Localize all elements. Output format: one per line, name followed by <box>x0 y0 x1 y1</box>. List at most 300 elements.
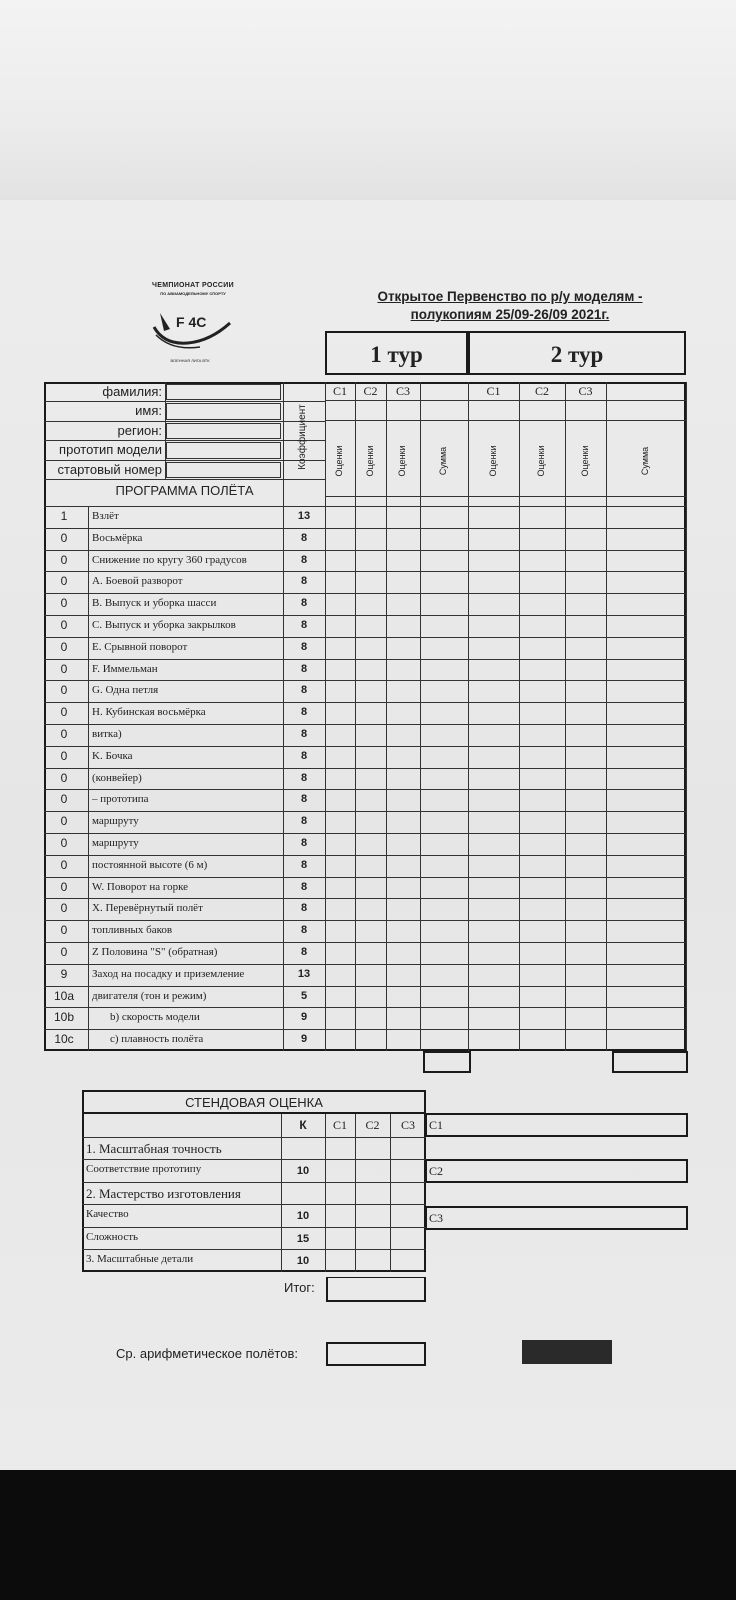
score-cell[interactable] <box>607 507 685 527</box>
static-row-divider <box>82 1227 426 1228</box>
field-label-3: прототип модели <box>59 442 162 458</box>
total-box[interactable] <box>326 1277 426 1302</box>
score-cell[interactable] <box>520 965 564 985</box>
static-col-divider <box>355 1114 356 1272</box>
static-col-divider <box>390 1114 391 1272</box>
score-cell[interactable] <box>520 638 564 658</box>
static-row-divider <box>82 1137 426 1138</box>
score-cell[interactable] <box>421 790 467 810</box>
score-cell[interactable] <box>566 529 605 549</box>
score-cell[interactable] <box>566 507 605 527</box>
score-cell[interactable] <box>607 790 685 810</box>
average-box[interactable] <box>326 1342 426 1366</box>
score-cell[interactable] <box>356 725 385 745</box>
score-cell[interactable] <box>326 660 354 680</box>
program-row-num: 10c <box>54 1032 74 1047</box>
static-judge-header: C3 <box>400 1118 415 1132</box>
score-cell[interactable] <box>607 747 685 767</box>
score-cell[interactable] <box>326 987 354 1007</box>
title-line-1: Открытое Первенство по р/у моделям - <box>377 289 643 304</box>
program-row-coef: 8 <box>300 749 308 762</box>
title-line-2: полукопиям 25/09-26/09 2021г. <box>410 307 610 322</box>
score-cell[interactable] <box>387 551 419 571</box>
static-k-divider <box>281 1114 282 1272</box>
program-row-coef: 8 <box>300 531 308 544</box>
program-row-coef: 8 <box>300 684 308 697</box>
program-row-num: 0 <box>60 705 68 720</box>
score-cell[interactable] <box>356 507 385 527</box>
score-cell[interactable] <box>421 1008 467 1028</box>
score-cell[interactable] <box>387 660 419 680</box>
score-cell[interactable] <box>326 878 354 898</box>
score-cell[interactable] <box>520 899 564 919</box>
score-cell[interactable] <box>387 921 419 941</box>
score-cell[interactable] <box>566 1008 605 1028</box>
program-row-num: 10a <box>53 988 75 1003</box>
score-cell[interactable] <box>520 725 564 745</box>
score-cell[interactable] <box>421 1030 467 1050</box>
score-cell[interactable] <box>326 834 354 854</box>
score-cell[interactable] <box>469 943 518 963</box>
score-cell[interactable] <box>326 921 354 941</box>
score-cell[interactable] <box>356 594 385 614</box>
score-cell[interactable] <box>326 856 354 876</box>
score-cell[interactable] <box>566 878 605 898</box>
col-header-score: Оценки <box>364 445 375 477</box>
score-cell[interactable] <box>607 899 685 919</box>
score-cell[interactable] <box>566 769 605 789</box>
program-row-num: 0 <box>60 596 68 611</box>
program-row-coef: 8 <box>300 728 308 740</box>
score-cell[interactable] <box>566 660 605 680</box>
program-row-name: X. Перевёрнутый полёт <box>92 902 203 915</box>
program-row-num: 0 <box>60 814 68 829</box>
program-row-name: Снижение по кругу 360 градусов <box>92 553 247 566</box>
score-cell[interactable] <box>469 616 518 636</box>
score-cell[interactable] <box>607 965 685 985</box>
score-cell[interactable] <box>387 878 419 898</box>
static-side-box-1[interactable]: C1 <box>426 1113 688 1137</box>
score-cell[interactable] <box>387 987 419 1007</box>
judge-label-r2-c1: C1 <box>486 384 501 398</box>
score-cell[interactable] <box>387 638 419 658</box>
score-cell[interactable] <box>566 812 605 832</box>
score-cell[interactable] <box>326 965 354 985</box>
program-row-name: K. Бочка <box>92 749 133 762</box>
score-cell[interactable] <box>356 1008 385 1028</box>
score-cell[interactable] <box>566 703 605 723</box>
round-2-header: 2 тур <box>468 331 686 375</box>
score-cell[interactable] <box>421 965 467 985</box>
score-cell[interactable] <box>326 725 354 745</box>
score-cell[interactable] <box>566 790 605 810</box>
score-cell[interactable] <box>607 834 685 854</box>
score-cell[interactable] <box>469 681 518 701</box>
score-cell[interactable] <box>387 594 419 614</box>
score-cell[interactable] <box>469 965 518 985</box>
score-cell[interactable] <box>469 594 518 614</box>
score-cell[interactable] <box>469 834 518 854</box>
score-cell[interactable] <box>356 703 385 723</box>
col-header-score: Оценки <box>579 445 590 477</box>
score-cell[interactable] <box>387 703 419 723</box>
logo-caption: ВОЕННАЯ ЛИГА ВТК <box>170 358 210 363</box>
score-cell[interactable] <box>566 899 605 919</box>
score-cell[interactable] <box>469 703 518 723</box>
program-row-coef: 8 <box>300 662 308 675</box>
logo-subtitle: ПО АВИАМОДЕЛЬНОМУ СПОРТУ <box>160 291 226 296</box>
score-cell[interactable] <box>421 834 467 854</box>
program-row-num: 0 <box>60 923 68 938</box>
program-row-coef: 13 <box>297 967 311 980</box>
program-row-num: 0 <box>60 661 68 676</box>
program-row-coef: 5 <box>300 989 308 1002</box>
program-row-name: B. Выпуск и уборка шасси <box>92 597 217 610</box>
score-cell[interactable] <box>520 703 564 723</box>
round-1-header: 1 тур <box>325 331 468 375</box>
score-cell[interactable] <box>421 507 467 527</box>
score-cell[interactable] <box>607 878 685 898</box>
score-cell[interactable] <box>356 660 385 680</box>
score-cell[interactable] <box>326 529 354 549</box>
program-row-name: A. Боевой разворот <box>92 575 183 588</box>
score-cell[interactable] <box>607 572 685 592</box>
score-cell[interactable] <box>566 747 605 767</box>
static-row-coef: 10 <box>296 1255 310 1267</box>
program-row-num: 0 <box>60 574 68 589</box>
static-title: СТЕНДОВАЯ ОЦЕНКА <box>82 1090 426 1114</box>
score-cell[interactable] <box>520 790 564 810</box>
program-row-name: G. Одна петля <box>92 684 159 697</box>
program-row-num: 0 <box>60 552 68 567</box>
program-row-num: 0 <box>60 792 68 807</box>
score-cell[interactable] <box>356 856 385 876</box>
score-cell[interactable] <box>421 987 467 1007</box>
logo-mark-text: F 4C <box>176 314 207 330</box>
score-cell[interactable] <box>566 616 605 636</box>
score-cell[interactable] <box>520 507 564 527</box>
score-cell[interactable] <box>469 1030 518 1050</box>
score-cell[interactable] <box>387 856 419 876</box>
score-cell[interactable] <box>387 812 419 832</box>
score-cell[interactable] <box>421 681 467 701</box>
score-cell[interactable] <box>520 616 564 636</box>
score-cell[interactable] <box>326 572 354 592</box>
score-cell[interactable] <box>387 1008 419 1028</box>
score-cell[interactable] <box>387 507 419 527</box>
score-cell[interactable] <box>607 681 685 701</box>
score-cell[interactable] <box>566 856 605 876</box>
score-cell[interactable] <box>607 616 685 636</box>
score-cell[interactable] <box>469 899 518 919</box>
program-row-name: W. Поворот на горке <box>92 880 189 893</box>
score-cell[interactable] <box>520 529 564 549</box>
score-cell[interactable] <box>421 703 467 723</box>
score-cell[interactable] <box>326 507 354 527</box>
score-cell[interactable] <box>356 899 385 919</box>
score-cell[interactable] <box>520 551 564 571</box>
program-row-coef: 8 <box>300 597 308 610</box>
score-cell[interactable] <box>520 921 564 941</box>
score-cell[interactable] <box>356 616 385 636</box>
score-cell[interactable] <box>356 921 385 941</box>
round-1-sum-total[interactable] <box>423 1051 471 1073</box>
score-cell[interactable] <box>326 899 354 919</box>
program-row-name: C. Выпуск и уборка закрылков <box>92 619 236 631</box>
score-cell[interactable] <box>356 790 385 810</box>
score-cell[interactable] <box>421 660 467 680</box>
score-cell[interactable] <box>387 529 419 549</box>
score-cell[interactable] <box>387 790 419 810</box>
score-cell[interactable] <box>566 572 605 592</box>
score-cell[interactable] <box>421 856 467 876</box>
score-cell[interactable] <box>607 921 685 941</box>
program-row-name: Z Половина "S" (обратная) <box>92 946 218 958</box>
score-cell[interactable] <box>356 965 385 985</box>
field-label-4: стартовый номер <box>57 461 162 477</box>
score-cell[interactable] <box>520 943 564 963</box>
score-cell[interactable] <box>326 594 354 614</box>
score-cell[interactable] <box>469 769 518 789</box>
score-cell[interactable] <box>387 1030 419 1050</box>
score-cell[interactable] <box>469 660 518 680</box>
score-cell[interactable] <box>469 1008 518 1028</box>
score-cell[interactable] <box>607 812 685 832</box>
program-row-coef: 8 <box>300 924 308 937</box>
program-row-num: 9 <box>60 966 68 981</box>
score-cell[interactable] <box>607 856 685 876</box>
score-cell[interactable] <box>469 856 518 876</box>
score-cell[interactable] <box>520 878 564 898</box>
col-header-score: Оценки <box>397 445 407 477</box>
program-row-coef: 9 <box>300 1011 308 1024</box>
static-row-coef: 10 <box>296 1165 310 1177</box>
coef-header: Коэффициент <box>297 404 308 470</box>
score-cell[interactable] <box>566 594 605 614</box>
score-cell[interactable] <box>469 572 518 592</box>
score-cell[interactable] <box>387 943 419 963</box>
photo-background-bottom <box>0 1470 736 1600</box>
static-row-name: Качество <box>86 1208 129 1220</box>
score-cell[interactable] <box>387 725 419 745</box>
score-cell[interactable] <box>421 529 467 549</box>
score-cell[interactable] <box>607 660 685 680</box>
score-cell[interactable] <box>326 551 354 571</box>
score-cell[interactable] <box>469 638 518 658</box>
score-cell[interactable] <box>607 987 685 1007</box>
col-header-sum: Сумма <box>438 446 448 476</box>
f4c-logo <box>150 305 234 355</box>
score-cell[interactable] <box>356 529 385 549</box>
score-cell[interactable] <box>326 812 354 832</box>
score-cell[interactable] <box>469 507 518 527</box>
score-cell[interactable] <box>566 638 605 658</box>
score-cell[interactable] <box>356 943 385 963</box>
program-row-num: 0 <box>60 748 68 763</box>
score-cell[interactable] <box>469 790 518 810</box>
score-cell[interactable] <box>566 921 605 941</box>
score-cell[interactable] <box>566 987 605 1007</box>
score-cell[interactable] <box>387 572 419 592</box>
score-cell[interactable] <box>421 572 467 592</box>
score-cell[interactable] <box>356 834 385 854</box>
score-cell[interactable] <box>607 529 685 549</box>
program-row-num: 1 <box>60 509 68 523</box>
program-row-num: 10b <box>53 1010 75 1025</box>
score-cell[interactable] <box>520 660 564 680</box>
field-label-2: регион: <box>117 422 162 438</box>
score-cell[interactable] <box>607 703 685 723</box>
score-cell[interactable] <box>520 1030 564 1050</box>
score-cell[interactable] <box>520 812 564 832</box>
score-cell[interactable] <box>520 834 564 854</box>
score-cell[interactable] <box>421 899 467 919</box>
program-row-coef: 8 <box>300 619 308 631</box>
score-cell[interactable] <box>421 943 467 963</box>
static-side-box-3[interactable]: C3 <box>426 1206 688 1230</box>
judge-row-divider-2 <box>325 420 686 421</box>
field-label-0: фамилия: <box>102 384 162 399</box>
program-row-coef: 8 <box>300 815 308 828</box>
static-col-divider <box>325 1114 326 1272</box>
round-2-sum-total[interactable] <box>612 1051 688 1073</box>
program-row-coef: 9 <box>300 1033 308 1046</box>
score-cell[interactable] <box>607 725 685 745</box>
static-side-box-2[interactable]: C2 <box>426 1159 688 1183</box>
field-input-3[interactable] <box>166 442 281 458</box>
score-cell[interactable] <box>520 681 564 701</box>
score-cell[interactable] <box>469 921 518 941</box>
program-row-name: Восьмёрка <box>92 531 143 544</box>
score-cell[interactable] <box>520 747 564 767</box>
score-cell[interactable] <box>520 769 564 789</box>
score-cell[interactable] <box>607 1008 685 1028</box>
program-title: ПРОГРАММА ПОЛЁТА <box>44 479 325 501</box>
score-cell[interactable] <box>421 725 467 745</box>
score-cell[interactable] <box>421 551 467 571</box>
score-cell[interactable] <box>469 551 518 571</box>
score-cell[interactable] <box>387 899 419 919</box>
score-cell[interactable] <box>607 594 685 614</box>
score-cell[interactable] <box>326 638 354 658</box>
score-cell[interactable] <box>421 921 467 941</box>
score-cell[interactable] <box>469 529 518 549</box>
score-cell[interactable] <box>356 638 385 658</box>
score-cell[interactable] <box>326 769 354 789</box>
score-cell[interactable] <box>520 1008 564 1028</box>
score-cell[interactable] <box>326 747 354 767</box>
score-cell[interactable] <box>387 681 419 701</box>
score-cell[interactable] <box>469 987 518 1007</box>
score-cell[interactable] <box>607 769 685 789</box>
score-cell[interactable] <box>421 769 467 789</box>
score-cell[interactable] <box>421 812 467 832</box>
score-cell[interactable] <box>520 572 564 592</box>
num-col-divider <box>88 506 89 1051</box>
score-cell[interactable] <box>566 1030 605 1050</box>
program-row-coef: 8 <box>300 858 308 871</box>
score-cell[interactable] <box>387 616 419 636</box>
score-cell[interactable] <box>356 878 385 898</box>
score-cell[interactable] <box>326 1030 354 1050</box>
score-cell[interactable] <box>387 747 419 767</box>
static-judge-header: C1 <box>332 1118 347 1132</box>
score-cell[interactable] <box>607 943 685 963</box>
score-cell[interactable] <box>387 834 419 854</box>
score-cell[interactable] <box>520 987 564 1007</box>
program-row-coef: 8 <box>300 902 308 915</box>
score-cell[interactable] <box>469 747 518 767</box>
score-cell[interactable] <box>356 1030 385 1050</box>
program-row-name: маршруту <box>92 815 139 828</box>
score-cell[interactable] <box>326 616 354 636</box>
score-cell[interactable] <box>356 572 385 592</box>
score-cell[interactable] <box>566 681 605 701</box>
score-cell[interactable] <box>356 769 385 789</box>
program-row-name: H. Кубинская восьмёрка <box>92 706 206 719</box>
field-input-1[interactable] <box>166 403 281 419</box>
score-col-divider <box>686 382 687 1051</box>
score-cell[interactable] <box>566 943 605 963</box>
score-cell[interactable] <box>607 551 685 571</box>
score-cell[interactable] <box>326 790 354 810</box>
score-cell[interactable] <box>607 638 685 658</box>
score-cell[interactable] <box>469 812 518 832</box>
score-cell[interactable] <box>326 703 354 723</box>
score-cell[interactable] <box>356 551 385 571</box>
score-cell[interactable] <box>387 769 419 789</box>
program-row-num: 0 <box>60 770 68 785</box>
static-row-divider <box>82 1204 426 1205</box>
document-title <box>330 288 690 324</box>
program-row-coef: 8 <box>300 771 308 784</box>
score-cell[interactable] <box>421 878 467 898</box>
score-cell[interactable] <box>387 965 419 985</box>
score-cell[interactable] <box>520 594 564 614</box>
program-row-num: 0 <box>60 879 68 894</box>
program-row-coef: 8 <box>300 553 308 566</box>
program-row-num: 0 <box>60 530 68 545</box>
score-cell[interactable] <box>520 856 564 876</box>
field-input-2[interactable] <box>166 423 281 439</box>
score-cell[interactable] <box>356 987 385 1007</box>
score-cell[interactable] <box>326 1008 354 1028</box>
photo-background-top <box>0 0 736 205</box>
score-cell[interactable] <box>421 616 467 636</box>
score-cell[interactable] <box>356 681 385 701</box>
score-cell[interactable] <box>421 638 467 658</box>
program-row-name: постоянной высоте (6 м) <box>92 858 208 871</box>
logo-title: ЧЕМПИОНАТ РОССИИ <box>152 282 234 289</box>
score-cell[interactable] <box>566 551 605 571</box>
score-cell[interactable] <box>356 747 385 767</box>
score-cell[interactable] <box>566 965 605 985</box>
score-cell[interactable] <box>356 812 385 832</box>
field-input-4[interactable] <box>166 462 281 478</box>
score-cell[interactable] <box>326 943 354 963</box>
col-header-score: Оценки <box>487 445 498 477</box>
program-row-coef: 8 <box>300 946 308 958</box>
score-cell[interactable] <box>421 594 467 614</box>
score-cell[interactable] <box>326 681 354 701</box>
score-cell[interactable] <box>469 878 518 898</box>
score-cell[interactable] <box>421 747 467 767</box>
score-cell[interactable] <box>566 834 605 854</box>
score-cell[interactable] <box>469 725 518 745</box>
field-input-0[interactable] <box>166 384 281 400</box>
score-cell[interactable] <box>566 725 605 745</box>
score-cell[interactable] <box>607 1030 685 1050</box>
